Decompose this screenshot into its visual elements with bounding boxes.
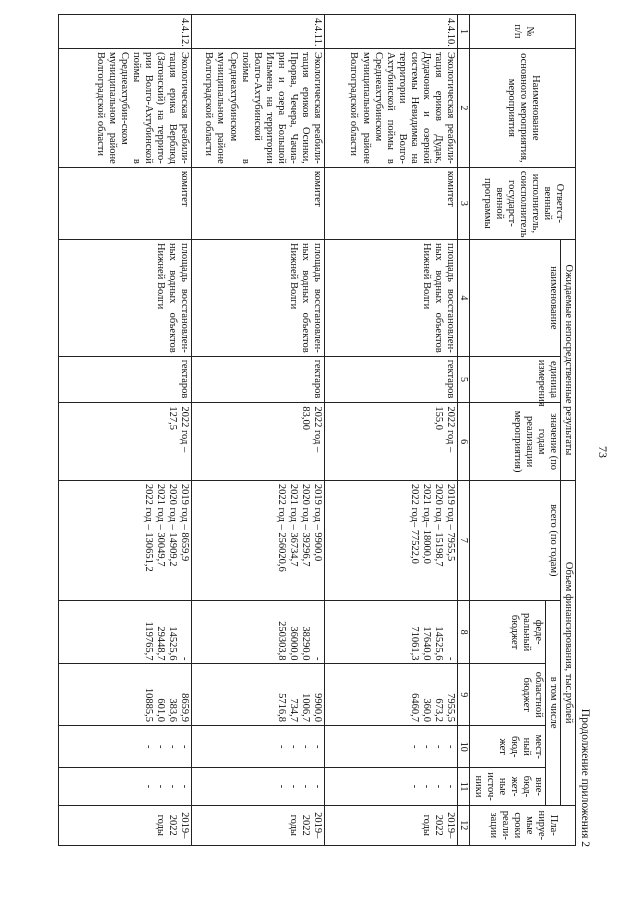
- row-term: 2019– 2022 годы: [59, 805, 192, 845]
- col-number: 9: [458, 664, 471, 726]
- col-number: 4: [458, 239, 471, 356]
- row-term: 2019– 2022 годы: [192, 805, 325, 845]
- row-regional: 7955,5 673,2 360,0 6460,7: [325, 664, 458, 726]
- continuation-caption: Продолжение приложения 2: [579, 708, 591, 847]
- row-other: - - - -: [325, 768, 458, 805]
- column-number-row: [458, 15, 471, 846]
- header-federal: феде-ральный бюджет: [470, 600, 545, 664]
- row-local: - - - -: [192, 726, 325, 768]
- col-number: 3: [458, 167, 471, 239]
- row-federal: - 38290,0 36000,0 250303,8: [192, 600, 325, 664]
- row-name: Экологическая реабили-тация ериков Дудак, Дудачонок и озерной системы Невидимка на территории Волго-Ахтубинской поймы в Среднеахтубинском муниципальном районе Волгоградской области: [325, 48, 458, 167]
- header-result-name: наименование: [470, 239, 560, 356]
- table-row: [325, 15, 458, 846]
- header-unit: единица измерения: [470, 356, 560, 403]
- col-number: 8: [458, 600, 471, 664]
- table-row: [192, 15, 325, 846]
- table-row: [59, 15, 192, 846]
- row-regional: 9900,0 1006,7 734,7 5716,8: [192, 664, 325, 726]
- row-responsible: комитет: [325, 167, 458, 239]
- page-number: 73: [596, 446, 610, 458]
- row-other: - - - -: [59, 768, 192, 805]
- header-funding: Объем финансирования, тыс.рублей: [560, 480, 575, 805]
- header-regional: областной бюджет: [470, 664, 545, 726]
- header-responsible: Ответст-венный исполнитель, соисполнитель государст-венной программы: [470, 167, 576, 239]
- row-result-name: площадь восстановлен-ных водных объектов Нижней Волги: [192, 239, 325, 356]
- row-name: Экологическая реабили-тация ерика Верблюд (Затонский) на террито-рии Волго-Ахтубинской поймы в Среднеахтубин-ском муниципальном районе Волгоградской области: [59, 48, 192, 167]
- row-responsible: комитет: [192, 167, 325, 239]
- header-num: № п/п: [470, 15, 576, 49]
- row-value: 2022 год – 127,5: [59, 403, 192, 480]
- header-including: в том числе: [545, 600, 560, 805]
- row-total: 2019 год – 7955,5 2020 год – 15198,7 2021 год– 18000,0 2022 год– 77522,0: [325, 480, 458, 600]
- col-number: 2: [458, 48, 471, 167]
- col-number: 5: [458, 356, 471, 403]
- col-number: 11: [458, 768, 471, 805]
- row-unit: гектаров: [59, 356, 192, 403]
- header-local: мест-ный бюд-жет: [470, 726, 545, 768]
- col-number: 12: [458, 805, 471, 845]
- row-result-name: площадь восстановлен-ных водных объектов Нижней Волги: [59, 239, 192, 356]
- header-term: Пла-нируе-мые сроки реали-зации: [470, 805, 576, 845]
- row-total: 2019 год – 9900,0 2020 год – 39296,7 2021 год – 36734,7 2022 год – 256020,6: [192, 480, 325, 600]
- row-total: 2019 год – 8659,9 2020 год – 14909,2 2021 год – 30049,7 2022 год – 130651,2: [59, 480, 192, 600]
- row-federal: - 14525,6 17640,0 71061,3: [325, 600, 458, 664]
- row-term: 2019– 2022 годы: [325, 805, 458, 845]
- row-local: - - - -: [325, 726, 458, 768]
- row-value: 2022 год – 83,00: [192, 403, 325, 480]
- row-number: 4.4.12.: [59, 15, 192, 49]
- row-unit: гектаров: [192, 356, 325, 403]
- row-other: - - - -: [192, 768, 325, 805]
- row-federal: - 14525,6 29448,7 119765,7: [59, 600, 192, 664]
- row-result-name: площадь восстановлен-ных водных объектов Нижней Волги: [325, 239, 458, 356]
- col-number: 1: [458, 15, 471, 49]
- header-name: Наименование основного мероприятия, мероприятия: [470, 48, 576, 167]
- header-total: всего (по годам): [470, 480, 560, 600]
- header-expected-results: Ожидаемые непосредственные результаты: [560, 239, 575, 480]
- col-number: 6: [458, 403, 471, 480]
- col-number: 7: [458, 480, 471, 600]
- row-name: Экологическая реабили-тация ериков Осинки, Прорва, Чечера, Чачиа-рин и озера Большой Ильмень на территории Волго-Ахтубинской поймы в Среднеахтубинском муниципальном районе Волгоградской области: [192, 48, 325, 167]
- header-other: вне-бюд-жет-ные источ-ники: [470, 768, 545, 805]
- col-number: 10: [458, 726, 471, 768]
- row-unit: гектаров: [325, 356, 458, 403]
- row-local: - - - -: [59, 726, 192, 768]
- program-table: [58, 14, 576, 846]
- row-value: 2022 год – 155,0: [325, 403, 458, 480]
- row-number: 4.4.10.: [325, 15, 458, 49]
- row-regional: 8659,9 383,6 601,0 10885,5: [59, 664, 192, 726]
- header-value: значение (по годам реализации мероприятия): [470, 403, 560, 480]
- row-responsible: комитет: [59, 167, 192, 239]
- row-number: 4.4.11.: [192, 15, 325, 49]
